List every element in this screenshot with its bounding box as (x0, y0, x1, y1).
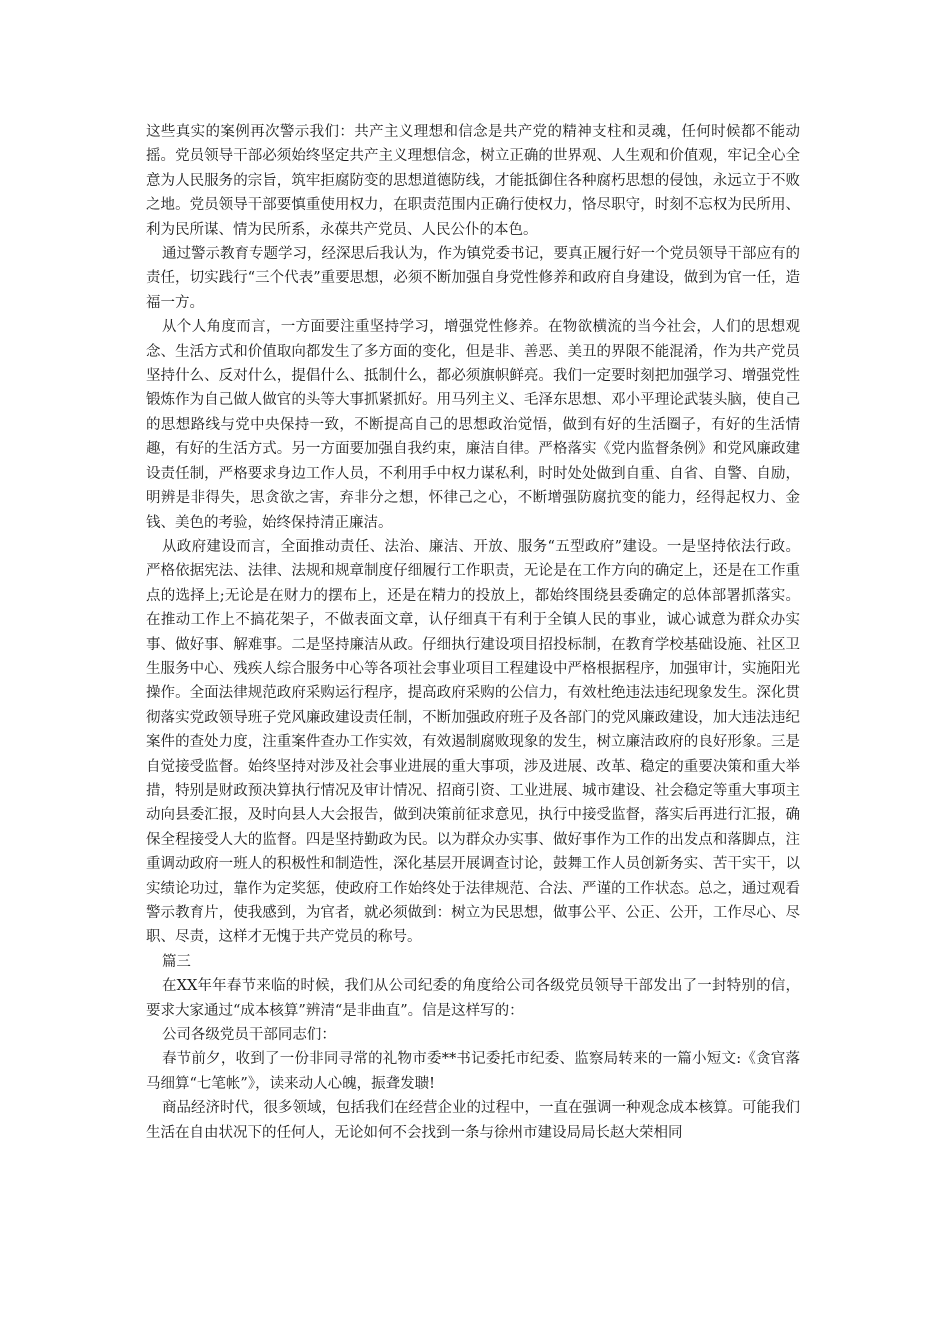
paragraph-5: 在XX年年春节来临的时候，我们从公司纪委的角度给公司各级党员领导干部发出了一封特别的信，要求大家通过“成本核算”辨清“是非曲直”。信是这样写的： (146, 978, 800, 1019)
letter-salutation: 公司各级党员干部同志们： (161, 1027, 336, 1044)
paragraph-7: 商品经济时代，很多领域，包括我们在经营企业的过程中，一直在强调一种观念成本核算。可能我们生活在自由状况下的任何人，无论如何不会找到一条与徐州市建设局局长赵大荣相同 (146, 1100, 800, 1141)
paragraph-1: 这些真实的案例再次警示我们：共产主义理想和信念是共产党的精神支柱和灵魂，任何时候都不能动摇。党员领导干部必须始终坚定共产主义理想信念，树立正确的世界观、人生观和价值观，牢记全心全意为人民服务的宗旨，筑牢拒腐防变的思想道德防线，才能抵御住各种腐朽思想的侵蚀，永远立于不败之地。党员领导干部要慎重使用权力，在职责范围内正确行使权力，恪尽职守，时刻不忘权为民所用、利为民所谋、情为民所系，永葆共产党员、人民公仆的本色。 (146, 124, 800, 238)
paragraph-3: 从个人角度而言，一方面要注重坚持学习，增强党性修养。在物欲横流的当今社会，人们的思想观念、生活方式和价值取向都发生了多方面的变化，但是非、善恶、美丑的界限不能混淆，作为共产党员坚持什么、反对什么，提倡什么、抵制什么，都必须旗帜鲜亮。我们一定要时刻把加强学习、增强党性锻炼作为自己做人做官的头等大事抓紧抓好。用马列主义、毛泽东思想、邓小平理论武装头脑，使自己的思想路线与党中央保持一致，不断提高自己的思想政治觉悟，做到有好的生活圈子，有好的生活情趣，有好的生活方式。另一方面要加强自我约束，廉洁自律。严格落实《党内监督条例》和党风廉政建设责任制，严格要求身边工作人员，不利用手中权力谋私利，时时处处做到自重、自省、自警、自励，明辨是非得失，思贪欲之害，弃非分之想，怀律己之心，不断增强防腐抗变的能力，经得起权力、金钱、美色的考验，始终保持清正廉洁。 (146, 319, 800, 531)
paragraph-4: 从政府建设而言，全面推动责任、法治、廉洁、开放、服务“五型政府”建设。一是坚持依法行政。严格依据宪法、法律、法规和规章制度仔细履行工作职责，无论是在工作方向的确定上，还是在工作重点的选择上;无论是在财力的摆布上，还是在精力的投放上，都始终围绕县委确定的总体部署抓落实。在推动工作上不搞花架子，不做表面文章，认仔细真干有利于全镇人民的事业，诚心诚意为群众办实事、做好事、解难事。二是坚持廉洁从政。仔细执行建设项目招投标制，在教育学校基础设施、社区卫生服务中心、残疾人综合服务中心等各项社会事业项目工程建设中严格根据程序，加强审计，实施阳光操作。全面法律规范政府采购运行程序，提高政府采购的公信力，有效杜绝违法违纪现象发生。深化贯彻落实党政领导班子党风廉政建设责任制，不断加强政府班子及各部门的党风廉政建设，加大违法违纪案件的查处力度，注重案件查办工作实效，有效遏制腐败现象的发生，树立廉洁政府的良好形象。三是自觉接受监督。始终坚持对涉及社会事业进展的重大事项，涉及进展、改革、稳定的重要决策和重大举措，特别是财政预决算执行情况及审计情况、招商引资、工业进展、城市建设、社会稳定等重大事项主动向县委汇报，及时向县人大会报告，做到决策前征求意见，执行中接受监督，落实后再进行汇报，确保全程接受人大的监督。四是坚持勤政为民。以为群众办实事、做好事作为工作的出发点和落脚点，注重调动政府一班人的积极性和制造性，深化基层开展调查讨论，鼓舞工作人员创新务实、苦干实干，以实绩论功过，靠作为定奖惩，使政府工作始终处于法律规范、合法、严谨的工作状态。总之，通过观看警示教育片，使我感到，为官者，就必须做到：树立为民思想，做事公平、公正、公开，工作尽心、尽职、尽责，这样才无愧于共产党员的称号。 (146, 538, 800, 946)
paragraph-2: 通过警示教育专题学习，经深思后我认为，作为镇党委书记，要真正履行好一个党员领导干部应有的责任，切实践行“三个代表”重要思想，必须不断加强自身党性修养和政府自身建设，做到为官一任，造福一方。 (146, 246, 800, 311)
section-heading: 篇三 (161, 953, 191, 970)
document-body (146, 120, 800, 1145)
paragraph-6: 春节前夕，收到了一份非同寻常的礼物市委**书记委托市纪委、监察局转来的一篇小短文:《贪官落马细算“七笔帐”》，读来动人心魄，振聋发聩! (146, 1051, 800, 1092)
